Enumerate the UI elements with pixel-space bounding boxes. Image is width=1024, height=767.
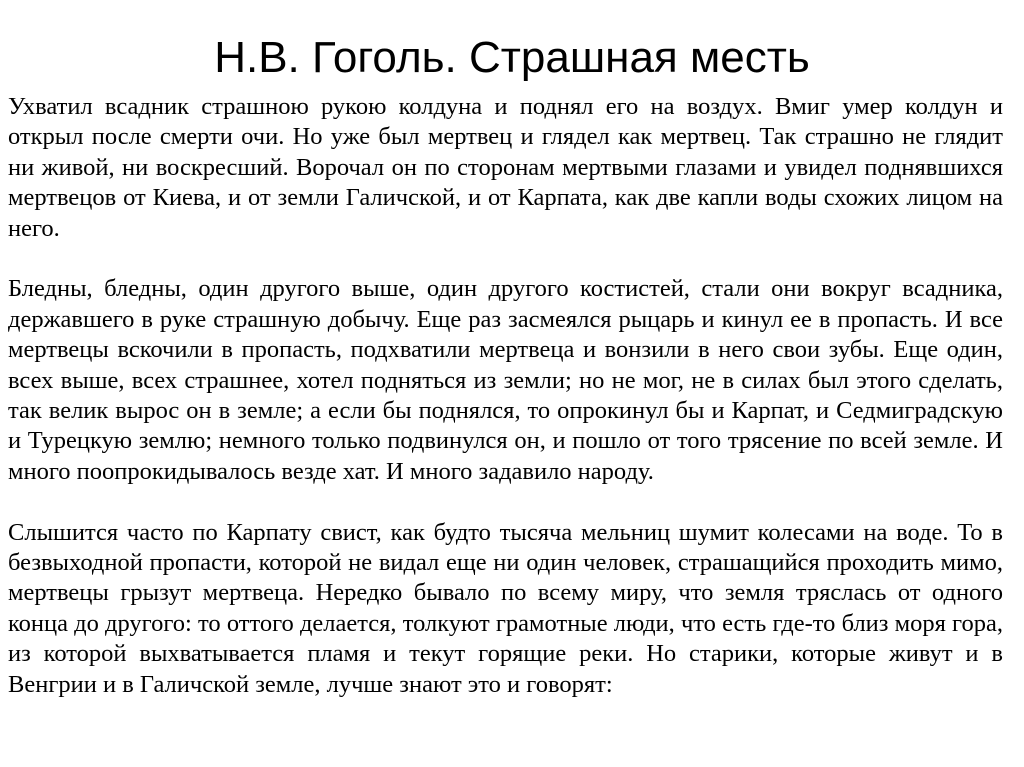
- paragraph-2: Бледны, бледны, один другого выше, один другого костистей, стали они вокруг всадника, державшего в руке страшную добычу. Еще раз засмеялся рыцарь и кинул ее в пропасть. И все мертвецы вскочили в пропасть, подхватили мертвеца и вонзили в него свои зубы. Еще один, всех выше, всех страшнее, хотел подняться из земли; но не мог, не в силах был этого сделать, так велик вырос он в земле; а если бы поднялся, то опрокинул бы и Карпат, и Седмиградскую и Турецкую землю; немного только подвинулся он, и пошло от того трясение по всей земле. И много поопрокидывалось везде хат. И много задавило народу.: [8, 275, 1003, 485]
- slide-body-text: [8, 92, 1003, 730]
- paragraph-1: Ухватил всадник страшною рукою колдуна и поднял его на воздух. Вмиг умер колдун и открыл после смерти очи. Но уже был мертвец и глядел как мертвец. Так страшно не глядит ни живой, ни воскресший. Ворочал он по сторонам мертвыми глазами и увидел поднявшихся мертвецов от Киева, и от земли Галичской, и от Карпата, как две капли воды схожих лицом на него.: [8, 93, 1003, 242]
- slide-title: Н.В. Гоголь. Страшная месть: [214, 33, 810, 82]
- paragraph-3: Слышится часто по Карпату свист, как будто тысяча мельниц шумит колесами на воде. То в безвыходной пропасти, которой не видал еще ни один человек, страшащийся проходить мимо, мертвецы грызут мертвеца. Нередко бывало по всему миру, что земля тряслась от одного конца до другого: то оттого делается, толкуют грамотные люди, что есть где-то близ моря гора, из которой выхватывается пламя и текут горящие реки. Но старики, которые живут и в Венгрии и в Галичской земле, лучше знают это и говорят:: [8, 518, 1003, 698]
